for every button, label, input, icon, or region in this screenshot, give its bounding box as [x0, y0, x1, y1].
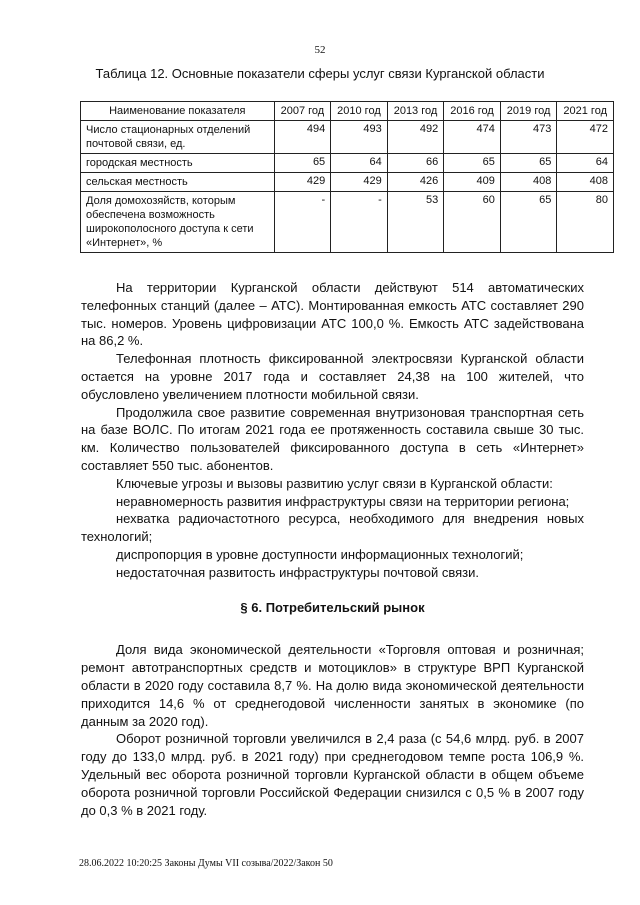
row-label: сельская местность	[81, 173, 275, 192]
indicators-table	[80, 101, 614, 253]
cell-value: -	[331, 192, 388, 253]
cell-value: 429	[331, 173, 388, 192]
list-item: диспропорция в уровне доступности информационных технологий;	[116, 546, 524, 562]
column-header-year: 2010 год	[331, 102, 388, 121]
paragraph: Телефонная плотность фиксированной электросвязи Курганской области остается на уровне 2017 года и составляет 24,38 на 100 жителей, что обусловлено увеличением плотности мобильной связи.	[81, 351, 584, 402]
cell-value: 408	[557, 173, 614, 192]
paragraph: На территории Курганской области действуют 514 автоматических телефонных станций (далее – АТС). Монтированная емкость АТС составляет 290 тыс. номеров. Уровень цифровизации АТС 100,0 %. Емкость АТС задействована на 86,2 %.	[81, 280, 584, 349]
cell-value: 66	[387, 154, 444, 173]
list-item: неравномерность развития инфраструктуры связи на территории региона;	[116, 493, 570, 509]
paragraph: Оборот розничной торговли увеличился в 2,4 раза (с 54,6 млрд. руб. в 2007 году до 133,0 млрд. руб. в 2021 году) при среднегодовом темпе роста 106,9 %. Удельный вес оборота розничной торговли Курганской области в общем объеме оборота розничной торговли Российской Федерации снизился с 0,5 % в 2007 году до 0,3 % в 2021 году.	[81, 731, 584, 818]
cell-value: 65	[500, 154, 557, 173]
column-header-year: 2019 год	[500, 102, 557, 121]
cell-value: 60	[444, 192, 501, 253]
footer-stamp: 28.06.2022 10:20:25 Законы Думы VII созыва/2022/Закон 50	[79, 858, 333, 869]
paragraph: Доля вида экономической деятельности «Торговля оптовая и розничная; ремонт автотранспортных средств и мотоциклов» в структуре ВРП Курганской области в 2020 году составила 8,7 %. На долю вида экономической деятельности приходится 14,6 % от среднегодовой численности занятых в экономике (по данным за 2020 год).	[81, 642, 584, 729]
paragraph: Продолжила свое развитие современная внутризоновая транспортная сеть на базе ВОЛС. По итогам 2021 года ее протяженность составила свыше 30 тыс. км. Количество пользователей фиксированного доступа в сеть «Интернет» составляет 550 тыс. абонентов.	[81, 404, 584, 473]
cell-value: 409	[444, 173, 501, 192]
table-header-row	[81, 102, 614, 121]
list-item: недостаточная развитость инфраструктуры почтовой связи.	[116, 564, 479, 580]
cell-value: -	[274, 192, 331, 253]
cell-value: 492	[387, 121, 444, 154]
cell-value: 474	[444, 121, 501, 154]
cell-value: 65	[274, 154, 331, 173]
cell-value: 64	[331, 154, 388, 173]
table-row	[81, 173, 614, 192]
cell-value: 65	[500, 192, 557, 253]
table-row	[81, 154, 614, 173]
cell-value: 53	[387, 192, 444, 253]
cell-value: 408	[500, 173, 557, 192]
list-item: нехватка радиочастотного ресурса, необходимого для внедрения новых технологий;	[81, 511, 584, 545]
table-row	[81, 121, 614, 154]
row-label: Доля домохозяйств, которым обеспечена возможность широкополосного доступа к сети «Интернет», %	[81, 192, 275, 253]
cell-value: 494	[274, 121, 331, 154]
cell-value: 64	[557, 154, 614, 173]
document-body	[81, 279, 584, 819]
column-header-year: 2021 год	[557, 102, 614, 121]
cell-value: 65	[444, 154, 501, 173]
table-title: Таблица 12. Основные показатели сферы услуг связи Курганской области	[95, 66, 545, 81]
cell-value: 472	[557, 121, 614, 154]
cell-value: 473	[500, 121, 557, 154]
cell-value: 429	[274, 173, 331, 192]
row-label: городская местность	[81, 154, 275, 173]
paragraph: Ключевые угрозы и вызовы развитию услуг связи в Курганской области:	[116, 475, 553, 491]
cell-value: 80	[557, 192, 614, 253]
table-row	[81, 192, 614, 253]
section-heading: § 6. Потребительский рынок	[240, 599, 425, 615]
column-header-year: 2016 год	[444, 102, 501, 121]
cell-value: 426	[387, 173, 444, 192]
page-number: 52	[314, 44, 326, 56]
column-header-year: 2013 год	[387, 102, 444, 121]
row-label: Число стационарных отделений почтовой связи, ед.	[81, 121, 275, 154]
column-header-year: 2007 год	[274, 102, 331, 121]
column-header-name: Наименование показателя	[81, 102, 275, 121]
cell-value: 493	[331, 121, 388, 154]
